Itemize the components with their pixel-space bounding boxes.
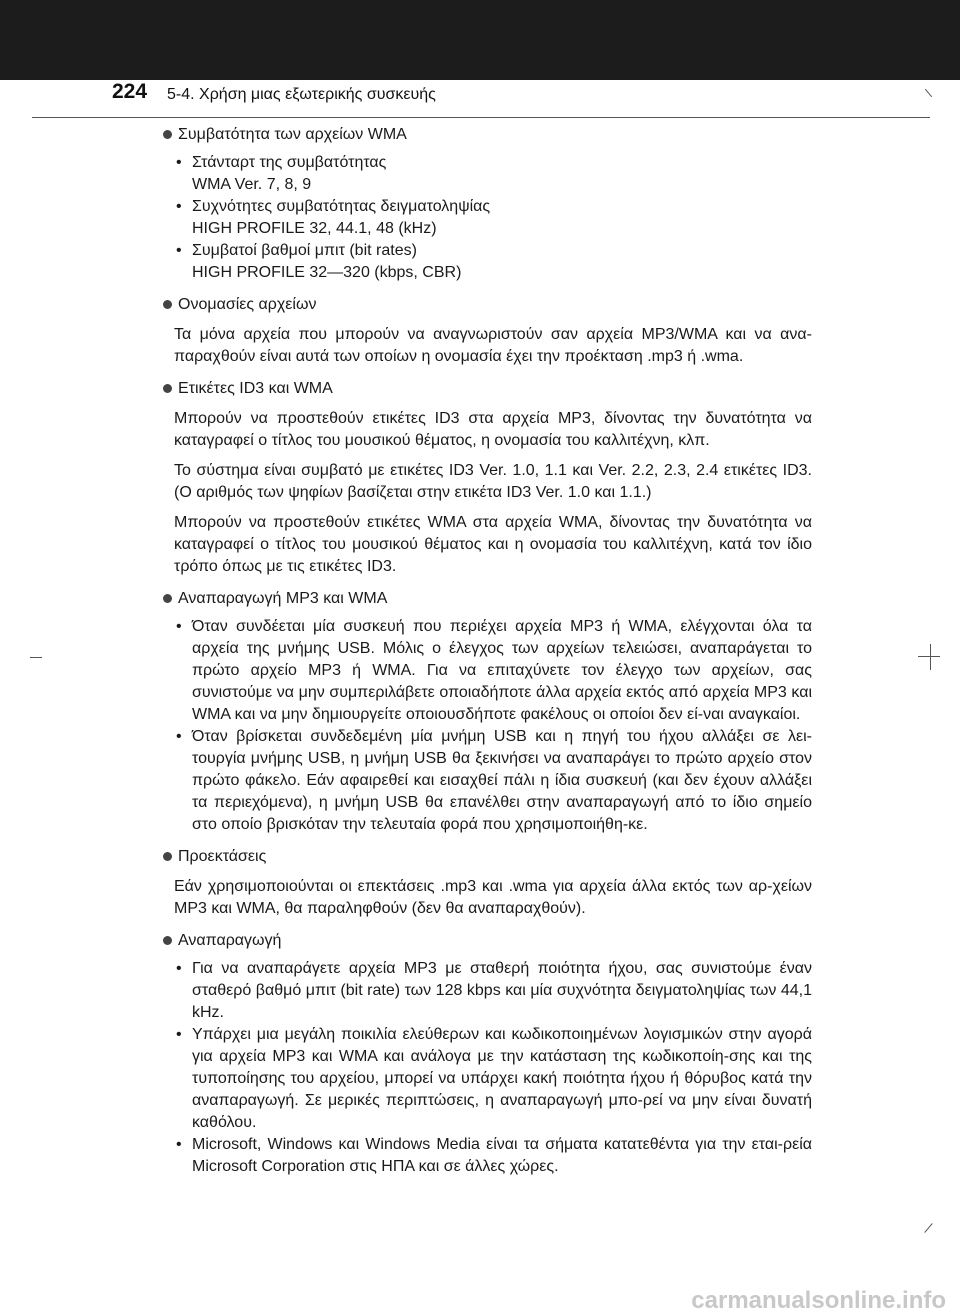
page-number: 224 xyxy=(112,80,148,103)
list-item: • Για να αναπαράγετε αρχεία MP3 με σταθερή ποιότητα ήχου, σας συνιστούμε έναν σταθερό βαθμό μπιτ (bit rate) των 128 kbps και μία συχνότητα δειγματοληψίας των 44,1 kHz. xyxy=(162,958,812,1024)
list-item: • Υπάρχει μια μεγάλη ποικιλία ελεύθερων και κωδικοποιημένων λογισμικών στην αγορά για αρχεία MP3 και WMA και ανάλογα με την κατάσταση της κωδικοποίη-σης και της τυποποίησης του αρχείου, μπορεί να υπάρχει κακή ποιότητα ήχου ή θόρυβος κατά την αναπαραγωγή. Σε μερικές περιπτώσεις, η αναπαραγωγή μπο-ρεί να μην είναι δυνατή καθόλου. xyxy=(162,1024,812,1134)
list-item: • Όταν βρίσκεται συνδεδεμένη μία μνήμη USB και η πηγή του ήχου αλλάξει σε λει-τουργία μνήμης USB, η μνήμη USB θα ξεκινήσει να αναπαράγει το πρώτο αρχείο στον πρώτο φάκελο. Εάν αφαιρεθεί και εισαχθεί πάλι η ίδια συσκευή (και δεν έχουν αλλάξει τα περιεχόμενα), η μνήμη USB θα επανέλθει στην αναπαραγωγή από το ίδιο σημείο στο οποίο βρισκόταν την τελευταία φορά που χρησιμοποιήθη-κε. xyxy=(162,726,812,836)
section-heading: Ετικέτες ID3 και WMA xyxy=(162,378,812,400)
watermark: carmanualsonline.info xyxy=(691,1287,946,1314)
section-heading: Ονομασίες αρχείων xyxy=(162,294,812,316)
paragraph: Τα μόνα αρχεία που μπορούν να αναγνωριστούν σαν αρχεία MP3/WMA και να ανα-παραχθούν είναι αυτά των οποίων η ονομασία έχει την προέκταση .mp3 ή .wma. xyxy=(174,326,812,365)
bullet-list xyxy=(162,616,812,836)
section-header: 5-4. Χρήση μιας εξωτερικής συσκευής xyxy=(167,86,436,103)
registration-mark-right-v xyxy=(930,644,931,670)
section-heading: Αναπαραγωγή xyxy=(162,930,812,952)
list-item-label: • Συμβατοί βαθμοί μπιτ (bit rates) xyxy=(192,242,417,259)
paragraph: Εάν χρησιμοποιούνται οι επεκτάσεις .mp3 και .wma για αρχεία άλλα εκτός των αρ-χείων MP3 και WMA, θα παραληφθούν (δεν θα αναπαραχθούν). xyxy=(174,878,812,917)
header-rule xyxy=(32,117,930,118)
section-heading: Αναπαραγωγή MP3 και WMA xyxy=(162,588,812,610)
crop-mark-top-right xyxy=(925,89,932,97)
crop-mark-left xyxy=(30,657,42,658)
bullet-list xyxy=(162,958,812,1178)
registration-mark-right-h xyxy=(918,656,940,657)
paragraph: Μπορούν να προστεθούν ετικέτες ID3 στα αρχεία MP3, δίνοντας την δυνατότητα να καταγραφεί ο τίτλος του μουσικού θέματος, η ονομασία του καλλιτέχνη, κλπ. xyxy=(174,410,812,449)
crop-mark-bottom-right xyxy=(924,1223,932,1233)
list-item-value: WMA Ver. 7, 8, 9 xyxy=(192,176,312,193)
list-item: • Microsoft, Windows και Windows Media είναι τα σήματα κατατεθέντα για την εται-ρεία Microsoft Corporation στις ΗΠΑ και σε άλλες χώρες. xyxy=(162,1134,812,1178)
section-heading: Προεκτάσεις xyxy=(162,846,812,868)
list-item xyxy=(162,152,812,196)
top-black-band xyxy=(0,0,960,80)
list-item-value: HIGH PROFILE 32, 44.1, 48 (kHz) xyxy=(192,220,437,237)
list-item xyxy=(162,240,812,284)
section-heading: Συμβατότητα των αρχείων WMA xyxy=(162,124,812,146)
bullet-list xyxy=(162,152,812,284)
list-item-label: • Συχνότητες συμβατότητας δειγματοληψίας xyxy=(192,198,491,215)
list-item xyxy=(162,196,812,240)
paragraph: Το σύστημα είναι συμβατό με ετικέτες ID3 Ver. 1.0, 1.1 και Ver. 2.2, 2.3, 2.4 ετικέτες ID3. (Ο αριθμός των ψηφίων βασίζεται στην ετικέτα ID3 Ver. 1.0 και 1.1.) xyxy=(174,462,812,501)
list-item: • Όταν συνδέεται μία συσκευή που περιέχει αρχεία MP3 ή WMA, ελέγχονται όλα τα αρχεία της μνήμης USB. Μόλις ο έλεγχος των αρχείων τελειώσει, αναπαράγεται το πρώτο αρχείο MP3 ή WMA. Για να επιταχύνετε τον έλεγχο των αρχείων, σας συνιστούμε να μην συμπεριλάβετε οποιαδήποτε άλλα αρχεία εκτός από αρχεία MP3 και WMA και να μην δημιουργείτε οποιουσδήποτε φακέλους οι οποίοι δεν εί-ναι αναγκαίοι. xyxy=(162,616,812,726)
page-content xyxy=(162,124,812,1178)
paragraph: Μπορούν να προστεθούν ετικέτες WMA στα αρχεία WMA, δίνοντας την δυνατότητα να καταγραφεί ο τίτλος του μουσικού θέματος και η ονομασία του καλλιτέχνη, κατά τον ίδιο τρόπο όπως με τις ετικέτες ID3. xyxy=(174,514,812,575)
list-item-value: HIGH PROFILE 32—320 (kbps, CBR) xyxy=(192,264,462,281)
list-item-label: • Στάνταρτ της συμβατότητας xyxy=(192,154,387,171)
